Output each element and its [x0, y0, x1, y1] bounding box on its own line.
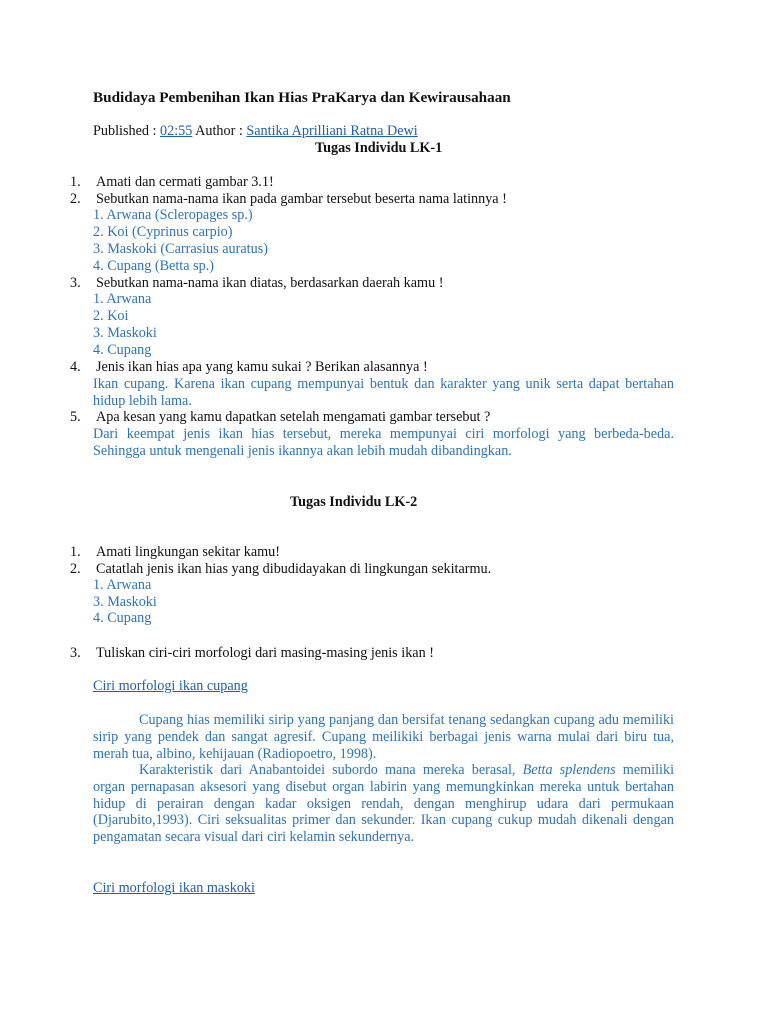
lk1-q3-answer-3: 3. Maskoki: [93, 325, 157, 341]
published-label: Published :: [93, 123, 157, 139]
lk1-q5-number: 5.: [70, 409, 81, 425]
lk2-q2-answer-2: 3. Maskoki: [93, 594, 157, 610]
lk2-q1-number: 1.: [70, 544, 81, 560]
cupang-paragraph-2-species: Betta splendens: [522, 762, 616, 778]
lk2-q3-text: Tuliskan ciri-ciri morfologi dari masing-masing jenis ikan !: [96, 645, 434, 661]
lk1-heading: Tugas Individu LK-1: [315, 140, 443, 156]
lk1-q3-answer-4: 4. Cupang: [93, 342, 152, 358]
lk1-q1-number: 1.: [70, 174, 81, 190]
maskoki-section-heading[interactable]: Ciri morfologi ikan maskoki: [93, 880, 255, 896]
cupang-paragraph-1: Cupang hias memiliki sirip yang panjang dan bersifat tenang sedangkan cupang adu memiliki sirip yang pendek dan sangat agresif. Cupang meilikiki berbagai jenis warna mulai dari biru tua, merah tua, albino, kehijauan (Radiopoetro, 1998).: [93, 712, 674, 762]
lk1-q2-text: Sebutkan nama-nama ikan pada gambar tersebut beserta nama latinnya !: [96, 191, 507, 207]
lk2-q2-text: Catatlah jenis ikan hias yang dibudidayakan di lingkungan sekitarmu.: [96, 561, 492, 577]
lk1-q4-number: 4.: [70, 359, 81, 375]
cupang-paragraph-2-part-b: memiliki organ pernapasan aksesori yang disebut organ labirin yang memungkinkan mereka untuk bertahan hidup di perairan dengan kadar oksigen rendah, dengan menghirup udara dari permukaan (Djarubito,1993). Ciri seksualitas primer dan sekunder. Ikan cupang cukup mudah dikenali dengan pengamatan secara visual dari ciri kelamin sekundernya.: [93, 762, 675, 846]
document-title: Budidaya Pembenihan Ikan Hias PraKarya dan Kewirausahaan: [93, 89, 511, 106]
published-time-link[interactable]: 02:55: [160, 123, 193, 139]
lk1-q4-text: Jenis ikan hias apa yang kamu sukai ? Berikan alasannya !: [96, 359, 428, 375]
lk2-q3-number: 3.: [70, 645, 81, 661]
meta-line: [93, 123, 418, 140]
cupang-paragraph-2-part-a: Karakteristik dari Anabantoidei subordo mana mereka berasal,: [139, 762, 516, 778]
lk1-q3-answer-2: 2. Koi: [93, 308, 129, 324]
lk1-q3-text: Sebutkan nama-nama ikan diatas, berdasarkan daerah kamu !: [96, 275, 444, 291]
lk1-q4-answer: Ikan cupang. Karena ikan cupang mempunyai bentuk dan karakter yang unik serta dapat bertahan hidup lebih lama.: [93, 376, 674, 409]
lk1-q5-answer: Dari keempat jenis ikan hias tersebut, mereka mempunyai ciri morfologi yang berbeda-beda. Sehingga untuk mengenali jenis ikannya akan lebih mudah dibandingkan.: [93, 426, 674, 459]
lk1-q1-text: Amati dan cermati gambar 3.1!: [96, 174, 274, 190]
lk1-q2-answer-2: 2. Koi (Cyprinus carpio): [93, 224, 233, 240]
lk1-q3-number: 3.: [70, 275, 81, 291]
lk2-q2-answer-3: 4. Cupang: [93, 610, 152, 626]
lk2-q2-number: 2.: [70, 561, 81, 577]
lk1-q2-answer-4: 4. Cupang (Betta sp.): [93, 258, 214, 274]
cupang-section-heading[interactable]: Ciri morfologi ikan cupang: [93, 678, 248, 694]
lk2-q1-text: Amati lingkungan sekitar kamu!: [96, 544, 281, 560]
lk2-heading: Tugas Individu LK-2: [290, 494, 418, 510]
lk2-q2-answer-1: 1. Arwana: [93, 577, 152, 593]
lk1-q2-number: 2.: [70, 191, 81, 207]
lk1-q5-text: Apa kesan yang kamu dapatkan setelah mengamati gambar tersebut ?: [96, 409, 491, 425]
author-label: Author :: [195, 123, 243, 139]
author-link[interactable]: Santika Aprilliani Ratna Dewi: [246, 123, 418, 139]
lk1-q2-answer-1: 1. Arwana (Scleropages sp.): [93, 207, 253, 223]
lk1-q3-answer-1: 1. Arwana: [93, 291, 152, 307]
lk1-q2-answer-3: 3. Maskoki (Carrasius auratus): [93, 241, 268, 257]
cupang-paragraph-2: [93, 762, 674, 846]
